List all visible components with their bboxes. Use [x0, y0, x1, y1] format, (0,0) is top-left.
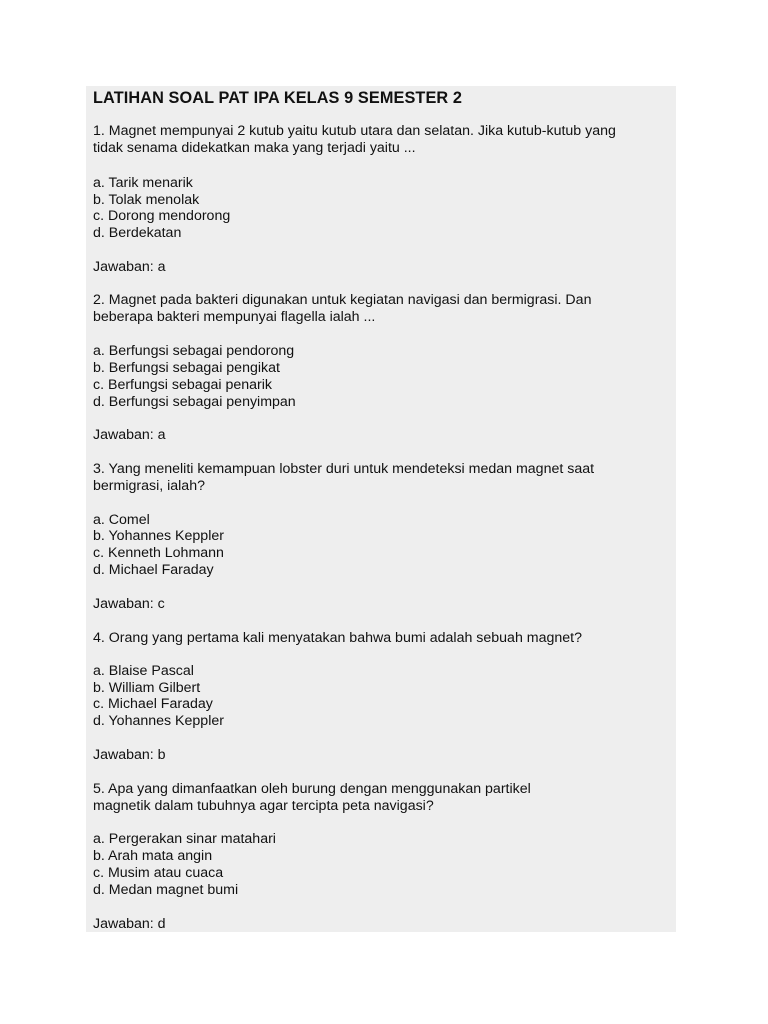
question-5-text: 5. Apa yang dimanfaatkan oleh burung dengan menggunakan partikel: [93, 781, 531, 797]
question-5-option-d: d. Medan magnet bumi: [93, 882, 239, 898]
question-3-answer: Jawaban: c: [93, 596, 165, 612]
question-5-option-a: a. Pergerakan sinar matahari: [93, 831, 276, 847]
question-3-option-a: a. Comel: [93, 512, 150, 528]
page-title: LATIHAN SOAL PAT IPA KELAS 9 SEMESTER 2: [93, 89, 463, 107]
question-3-text: 3. Yang meneliti kemampuan lobster duri untuk mendeteksi medan magnet saat: [93, 461, 595, 477]
question-4-text: 4. Orang yang pertama kali menyatakan bahwa bumi adalah sebuah magnet?: [93, 630, 582, 646]
question-2-text: 2. Magnet pada bakteri digunakan untuk kegiatan navigasi dan bermigrasi. Dan: [93, 292, 592, 308]
question-2-option-b: b. Berfungsi sebagai pengikat: [93, 360, 280, 376]
question-4-answer: Jawaban: b: [93, 747, 166, 763]
question-5-option-b: b. Arah mata angin: [93, 848, 213, 864]
question-3-text-cont: bermigrasi, ialah?: [93, 478, 205, 494]
question-1-option-c: c. Dorong mendorong: [93, 208, 231, 224]
question-4-option-a: a. Blaise Pascal: [93, 663, 194, 679]
question-3-option-d: d. Michael Faraday: [93, 562, 214, 578]
question-5-answer: Jawaban: d: [93, 916, 166, 932]
question-1-text: 1. Magnet mempunyai 2 kutub yaitu kutub utara dan selatan. Jika kutub-kutub yang: [93, 123, 616, 139]
question-1-answer: Jawaban: a: [93, 259, 166, 275]
question-2-text-cont: beberapa bakteri mempunyai flagella ialah ...: [93, 309, 376, 325]
question-2-option-a: a. Berfungsi sebagai pendorong: [93, 343, 295, 359]
question-4-option-d: d. Yohannes Keppler: [93, 713, 224, 729]
question-1-option-a: a. Tarik menarik: [93, 175, 193, 191]
question-2-answer: Jawaban: a: [93, 427, 166, 443]
document-page: [86, 86, 676, 932]
question-1-text-cont: tidak senama didekatkan maka yang terjadi yaitu ...: [93, 140, 416, 156]
question-3-option-b: b. Yohannes Keppler: [93, 528, 224, 544]
question-4-option-c: c. Michael Faraday: [93, 696, 213, 712]
question-5-option-c: c. Musim atau cuaca: [93, 865, 224, 881]
question-2-option-c: c. Berfungsi sebagai penarik: [93, 377, 273, 393]
question-5-text-cont: magnetik dalam tubuhnya agar tercipta peta navigasi?: [93, 798, 434, 814]
question-3-option-c: c. Kenneth Lohmann: [93, 545, 224, 561]
question-2-option-d: d. Berfungsi sebagai penyimpan: [93, 394, 296, 410]
question-1-option-b: b. Tolak menolak: [93, 192, 200, 208]
question-1-option-d: d. Berdekatan: [93, 225, 182, 241]
question-4-option-b: b. William Gilbert: [93, 680, 201, 696]
